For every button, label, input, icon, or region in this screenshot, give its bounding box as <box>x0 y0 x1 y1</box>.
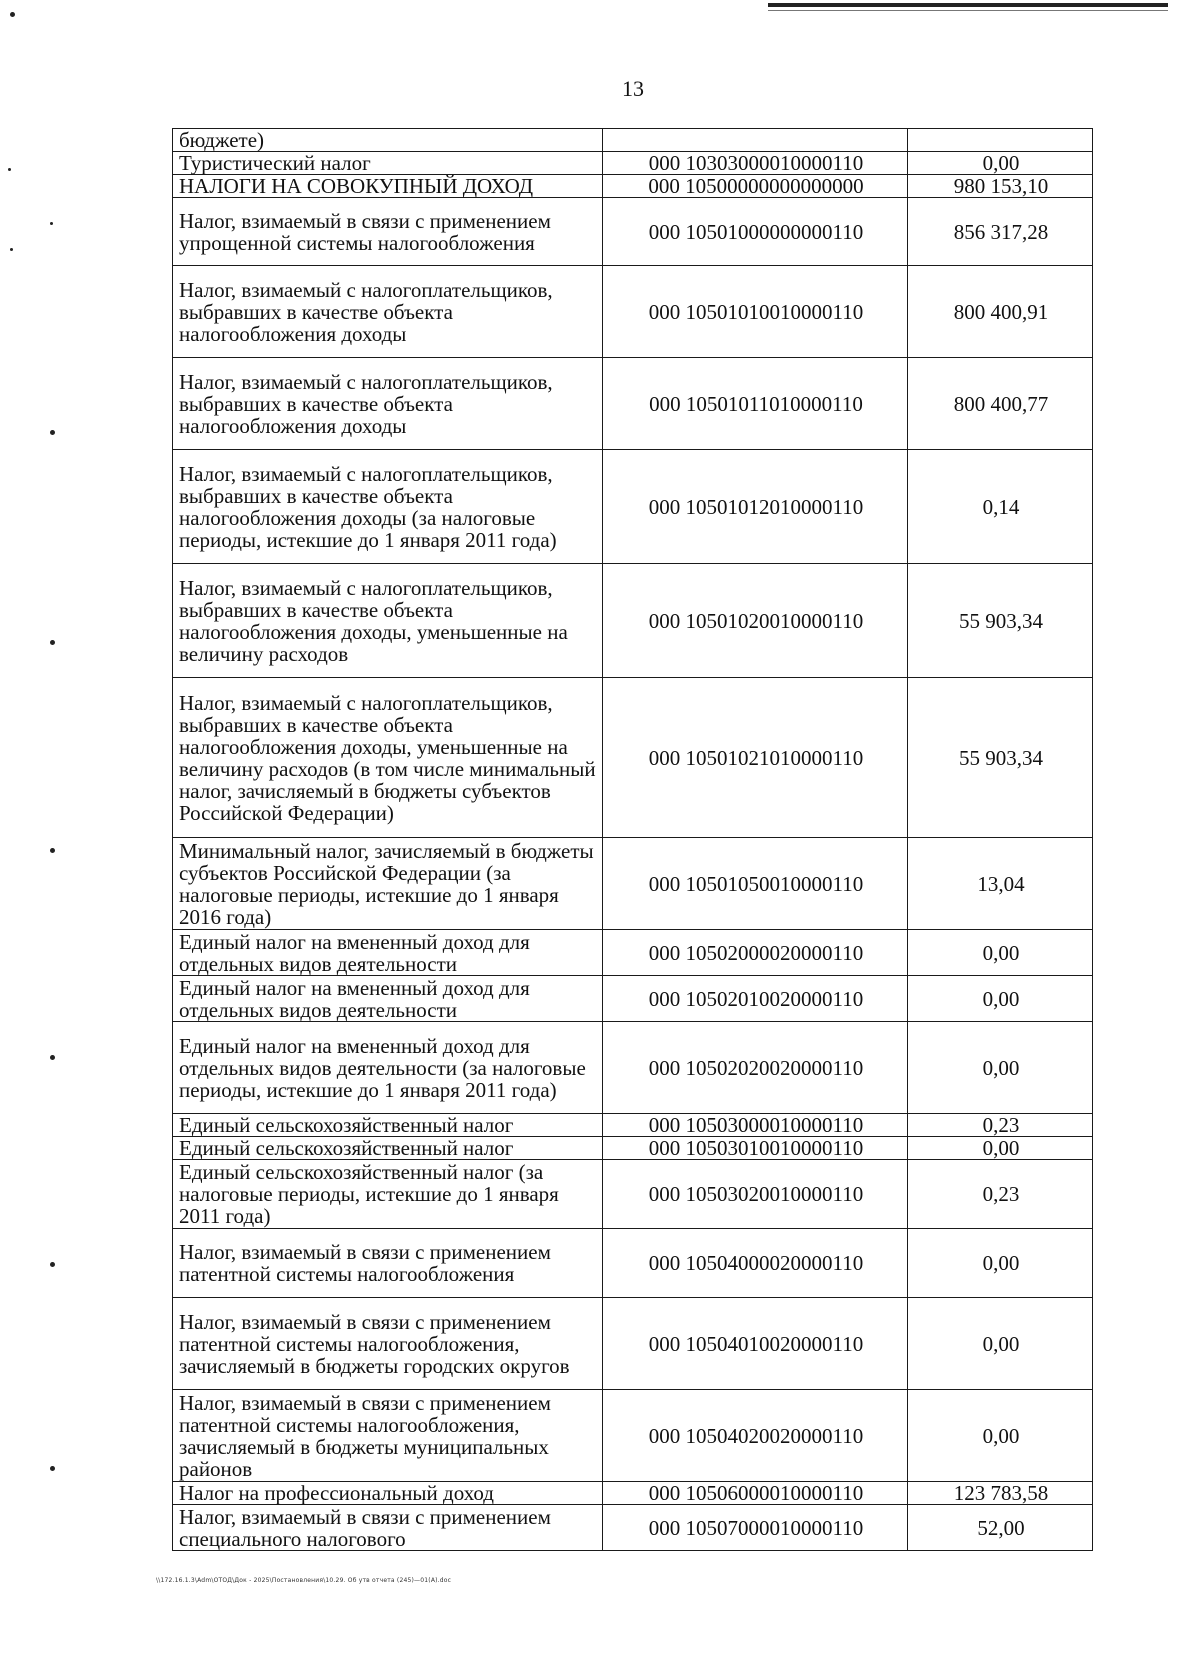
margin-mark <box>8 168 11 171</box>
row-sum: 0,00 <box>908 930 1093 976</box>
row-name: Единый налог на вмененный доход для отдельных видов деятельности <box>173 930 603 976</box>
footer-file-path: \\172.16.1.3\Adm\OTOД\Док - 2025\Постановления\10.29. Об утв отчета (245)—01(А).doc <box>156 1577 452 1584</box>
table-row <box>173 678 1093 838</box>
row-name: Налог, взимаемый в связи с применением патентной системы налогообложения, зачисляемый в бюджеты городских округов <box>173 1298 603 1390</box>
row-code: 000 10502020020000110 <box>603 1022 908 1114</box>
row-code: 000 10504010020000110 <box>603 1298 908 1390</box>
tax-revenue-table <box>172 128 1093 1551</box>
row-sum <box>908 129 1093 152</box>
table-row <box>173 1229 1093 1298</box>
row-name: Налог, взимаемый с налогоплательщиков, выбравших в качестве объекта налогообложения доходы, уменьшенные на величину расходов <box>173 564 603 678</box>
margin-mark <box>10 12 15 17</box>
row-name: Туристический налог <box>173 152 603 175</box>
table-row <box>173 1137 1093 1160</box>
row-name: Единый сельскохозяйственный налог (за налоговые периоды, истекшие до 1 января 2011 года) <box>173 1160 603 1229</box>
margin-mark <box>50 848 55 853</box>
row-code: 000 10502010020000110 <box>603 976 908 1022</box>
table-row <box>173 1022 1093 1114</box>
margin-mark <box>50 1055 55 1060</box>
row-sum: 13,04 <box>908 838 1093 930</box>
margin-mark <box>50 640 55 645</box>
margin-mark <box>50 1466 55 1471</box>
row-name: Налог на профессиональный доход <box>173 1482 603 1505</box>
row-name: Единый сельскохозяйственный налог <box>173 1137 603 1160</box>
row-name: Единый сельскохозяйственный налог <box>173 1114 603 1137</box>
row-sum: 0,00 <box>908 152 1093 175</box>
table-row <box>173 1505 1093 1551</box>
row-code: 000 10503000010000110 <box>603 1114 908 1137</box>
row-name: НАЛОГИ НА СОВОКУПНЫЙ ДОХОД <box>173 175 603 198</box>
row-code: 000 10501011010000110 <box>603 358 908 450</box>
table-row <box>173 1114 1093 1137</box>
margin-mark <box>50 1262 55 1267</box>
table-row <box>173 450 1093 564</box>
row-sum: 0,00 <box>908 976 1093 1022</box>
table-row <box>173 358 1093 450</box>
row-name: Налог, взимаемый в связи с применением специального налогового <box>173 1505 603 1551</box>
row-sum: 52,00 <box>908 1505 1093 1551</box>
row-code: 000 10504020020000110 <box>603 1390 908 1482</box>
margin-mark <box>10 248 13 251</box>
row-name: Минимальный налог, зачисляемый в бюджеты субъектов Российской Федерации (за налоговые периоды, истекшие до 1 января 2016 года) <box>173 838 603 930</box>
table-row <box>173 564 1093 678</box>
row-name: Налог, взимаемый с налогоплательщиков, выбравших в качестве объекта налогообложения доходы <box>173 358 603 450</box>
row-code: 000 10503010010000110 <box>603 1137 908 1160</box>
table-row <box>173 838 1093 930</box>
row-code: 000 10501021010000110 <box>603 678 908 838</box>
row-code <box>603 129 908 152</box>
table-row <box>173 1298 1093 1390</box>
row-sum: 0,00 <box>908 1390 1093 1482</box>
row-code: 000 10501050010000110 <box>603 838 908 930</box>
header-rule <box>768 3 1168 7</box>
margin-mark <box>50 222 53 225</box>
table-row <box>173 129 1093 152</box>
row-name: Налог, взимаемый с налогоплательщиков, выбравших в качестве объекта налогообложения доходы <box>173 266 603 358</box>
table-row <box>173 266 1093 358</box>
row-code: 000 10501010010000110 <box>603 266 908 358</box>
table-row <box>173 1390 1093 1482</box>
row-sum: 856 317,28 <box>908 198 1093 266</box>
row-name: Налог, взимаемый с налогоплательщиков, выбравших в качестве объекта налогообложения доходы, уменьшенные на величину расходов (в том числе минимальный налог, зачисляемый в бюджеты субъектов Российской Федерации) <box>173 678 603 838</box>
row-code: 000 10501000000000110 <box>603 198 908 266</box>
row-sum: 980 153,10 <box>908 175 1093 198</box>
row-sum: 0,00 <box>908 1137 1093 1160</box>
row-code: 000 10500000000000000 <box>603 175 908 198</box>
row-name: Единый налог на вмененный доход для отдельных видов деятельности (за налоговые периоды, истекшие до 1 января 2011 года) <box>173 1022 603 1114</box>
row-name: Налог, взимаемый в связи с применением патентной системы налогообложения <box>173 1229 603 1298</box>
table-row <box>173 1160 1093 1229</box>
row-name: Налог, взимаемый в связи с применением патентной системы налогообложения, зачисляемый в бюджеты муниципальных районов <box>173 1390 603 1482</box>
row-sum: 55 903,34 <box>908 564 1093 678</box>
row-code: 000 10503020010000110 <box>603 1160 908 1229</box>
row-sum: 0,00 <box>908 1229 1093 1298</box>
header-rule-thin <box>768 10 1168 11</box>
row-code: 000 10501020010000110 <box>603 564 908 678</box>
row-sum: 800 400,77 <box>908 358 1093 450</box>
table-row <box>173 198 1093 266</box>
margin-mark <box>50 430 55 435</box>
table-row <box>173 930 1093 976</box>
row-sum: 0,14 <box>908 450 1093 564</box>
row-code: 000 10501012010000110 <box>603 450 908 564</box>
row-name: бюджете) <box>173 129 603 152</box>
row-sum: 123 783,58 <box>908 1482 1093 1505</box>
page-number: 13 <box>622 76 644 101</box>
table-row <box>173 152 1093 175</box>
row-sum: 800 400,91 <box>908 266 1093 358</box>
table-row <box>173 1482 1093 1505</box>
row-name: Единый налог на вмененный доход для отдельных видов деятельности <box>173 976 603 1022</box>
row-sum: 0,00 <box>908 1298 1093 1390</box>
row-code: 000 10502000020000110 <box>603 930 908 976</box>
row-sum: 0,23 <box>908 1114 1093 1137</box>
row-sum: 0,23 <box>908 1160 1093 1229</box>
row-name: Налог, взимаемый с налогоплательщиков, выбравших в качестве объекта налогообложения доходы (за налоговые периоды, истекшие до 1 января 2011 года) <box>173 450 603 564</box>
row-name: Налог, взимаемый в связи с применением упрощенной системы налогообложения <box>173 198 603 266</box>
row-code: 000 10504000020000110 <box>603 1229 908 1298</box>
table-row <box>173 976 1093 1022</box>
table-row <box>173 175 1093 198</box>
row-code: 000 10506000010000110 <box>603 1482 908 1505</box>
row-code: 000 10507000010000110 <box>603 1505 908 1551</box>
row-sum: 55 903,34 <box>908 678 1093 838</box>
row-sum: 0,00 <box>908 1022 1093 1114</box>
row-code: 000 10303000010000110 <box>603 152 908 175</box>
